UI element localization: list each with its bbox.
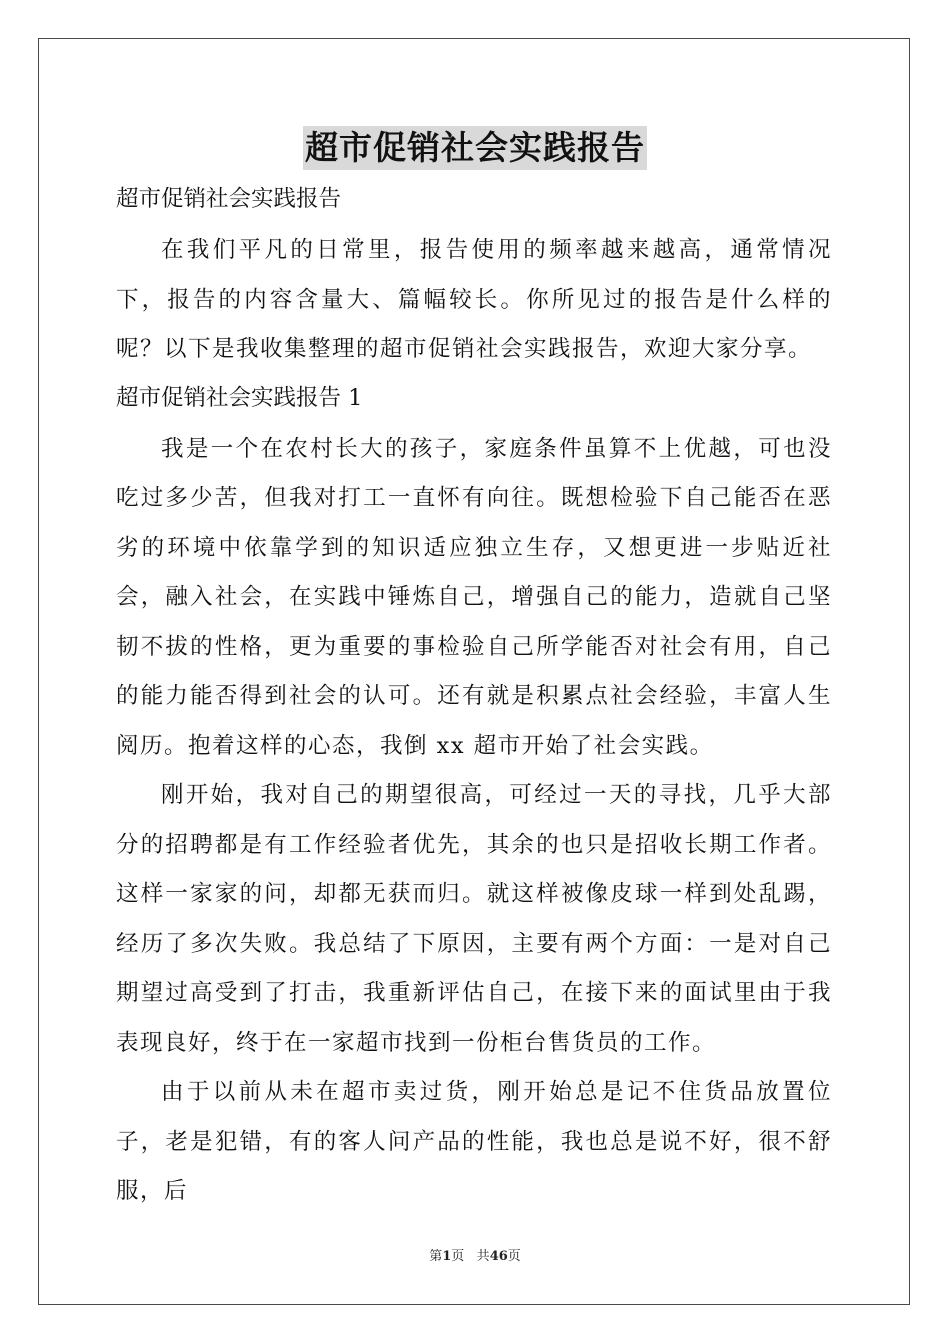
- document-title: 超市促销社会实践报告: [303, 126, 647, 170]
- total-suffix: 页: [507, 1249, 521, 1264]
- section-heading: 超市促销社会实践报告 1: [116, 384, 363, 411]
- document-subtitle: 超市促销社会实践报告: [116, 186, 342, 212]
- page-suffix: 页: [451, 1249, 465, 1264]
- intro-paragraph: 在我们平凡的日常里，报告使用的频率越来越高，通常情况下，报告的内容含量大、篇幅较长。你所见过的报告是什么样的呢？以下是我收集整理的超市促销社会实践报告，欢迎大家分享。: [116, 237, 832, 362]
- body-paragraph: 刚开始，我对自己的期望很高，可经过一天的寻找，几乎大部分的招聘都是有工作经验者优先，其余的也只是招收长期工作者。这样一家家的问，却都无获而归。就这样被像皮球一样到处乱踢，经历了多次失败。我总结了下原因，主要有两个方面：一是对自己期望过高受到了打击，我重新评估自己，在接下来的面试里由于我表现良好，终于在一家超市找到一份柜台售货员的工作。: [116, 782, 832, 1056]
- document-body: [116, 178, 832, 1217]
- body-paragraph: 由于以前从未在超市卖过货，刚开始总是记不住货品放置位子，老是犯错，有的客人问产品的性能，我也总是说不好，很不舒服，后: [116, 1079, 832, 1204]
- title-container: [0, 126, 950, 170]
- body-paragraph: 我是一个在农村长大的孩子，家庭条件虽算不上优越，可也没吃过多少苦，但我对打工一直怀有向往。既想检验下自己能否在恶劣的环境中依靠学到的知识适应独立生存，又想更进一步贴近社会，融入社会，在实践中锤炼自己，增强自己的能力，造就自己坚韧不拔的性格，更为重要的事检验自己所学能否对社会有用，自己的能力能否得到社会的认可。还有就是积累点社会经验，丰富人生阅历。抱着这样的心态，我倒 xx 超市开始了社会实践。: [116, 435, 832, 759]
- total-prefix: 共: [476, 1249, 490, 1264]
- page-number: 1: [442, 1249, 452, 1264]
- total-pages: 46: [489, 1249, 508, 1264]
- page-footer: [0, 1248, 950, 1266]
- page-prefix: 第: [429, 1249, 443, 1264]
